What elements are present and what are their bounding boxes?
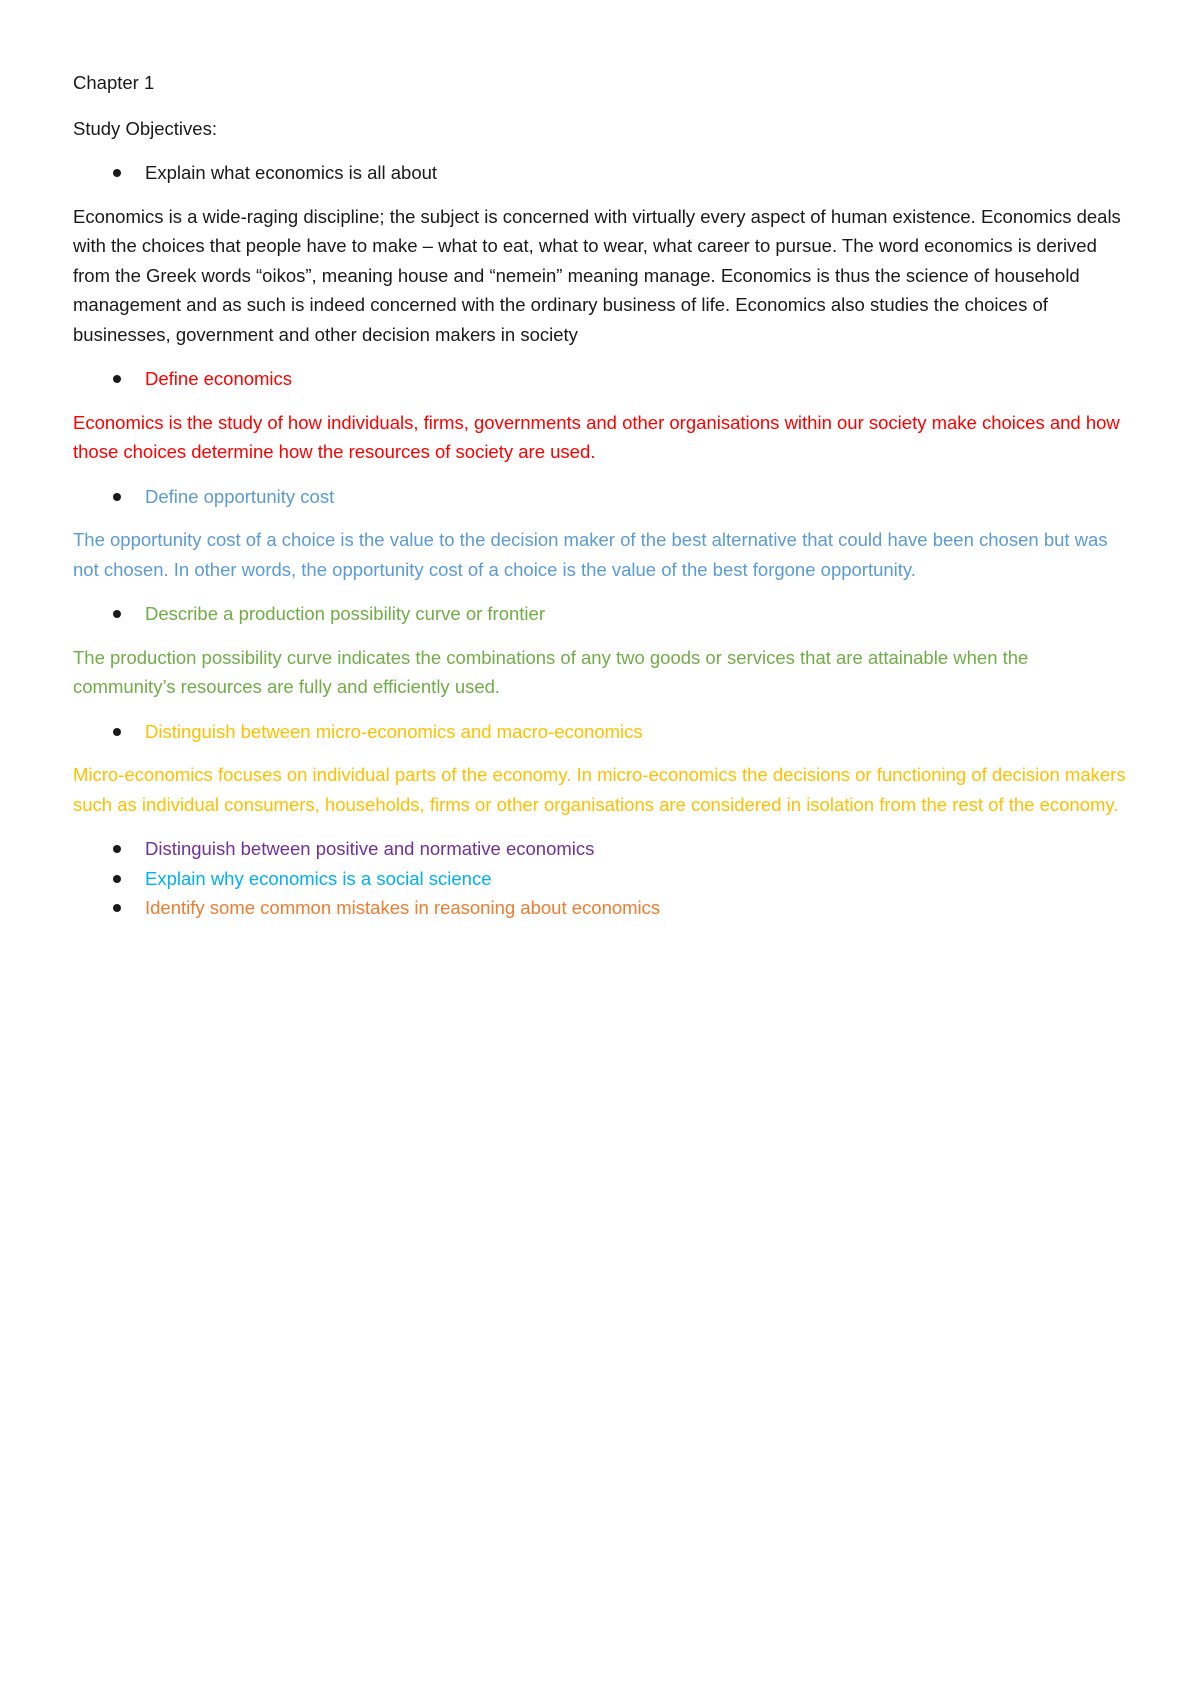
objective-bullet xyxy=(73,599,1133,629)
objective-bullet xyxy=(73,364,1133,394)
objective-text: Explain why economics is a social science xyxy=(145,867,492,889)
objective-bullet xyxy=(73,158,1133,188)
objective-text: Distinguish between positive and normative economics xyxy=(145,838,595,859)
study-objectives-heading: Study Objectives: xyxy=(73,117,217,139)
objective-list xyxy=(73,158,1133,188)
objective-text: Identify some common mistakes in reasoning about economics xyxy=(145,897,661,918)
objective-explanation: The production possibility curve indicates the combinations of any two goods or services that are attainable when the community’s resources are fully and efficiently used. xyxy=(73,646,1029,697)
objective-bullet xyxy=(73,717,1133,747)
objective-list xyxy=(73,599,1133,629)
objective-bullet xyxy=(73,482,1133,512)
final-objective-list xyxy=(73,834,1133,923)
objective-bullet xyxy=(73,893,1133,923)
objective-text: Define economics xyxy=(145,368,293,389)
bullet-dot-icon xyxy=(113,493,121,501)
objective-list xyxy=(73,717,1133,747)
objective-text: Explain what economics is all about xyxy=(145,162,438,183)
bullet-dot-icon xyxy=(113,375,121,383)
objective-bullet xyxy=(73,864,1133,894)
objective-explanation: Economics is the study of how individuals, firms, governments and other organisations within our society make choices and how those choices determine how the resources of society are used. xyxy=(73,411,1120,462)
bullet-dot-icon xyxy=(113,610,121,618)
document-page xyxy=(73,68,1133,937)
objective-list xyxy=(73,364,1133,394)
bullet-dot-icon xyxy=(113,728,121,736)
objective-bullet xyxy=(73,834,1133,864)
chapter-title: Chapter 1 xyxy=(73,72,155,93)
objective-explanation: Economics is a wide-raging discipline; the subject is concerned with virtually every aspect of human existence. Economics deals with the choices that people have to make – what to eat, what to wear, what career to pursue. The word economics is derived from the Greek words “oikos”, meaning house and “nemein” meaning manage. Economics is thus the science of household management and as such is indeed concerned with the ordinary business of life. Economics also studies the choices of businesses, government and other decision makers in society xyxy=(73,205,1121,345)
objective-text: Define opportunity cost xyxy=(145,485,335,507)
bullet-dot-icon xyxy=(113,904,121,912)
objective-text: Describe a production possibility curve or frontier xyxy=(145,603,545,624)
objective-text: Distinguish between micro-economics and macro-economics xyxy=(145,720,643,742)
bullet-dot-icon xyxy=(113,845,121,853)
objective-explanation: The opportunity cost of a choice is the value to the decision maker of the best alternative that could have been chosen but was not chosen. In other words, the opportunity cost of a choice is the value of the best forgone opportunity. xyxy=(73,529,1108,580)
bullet-dot-icon xyxy=(113,875,121,883)
objective-explanation: Micro-economics focuses on individual parts of the economy. In micro-economics the decisions or functioning of decision makers such as individual consumers, households, firms or other organisations are considered in isolation from the rest of the economy. xyxy=(73,764,1126,815)
bullet-dot-icon xyxy=(113,169,121,177)
objective-list xyxy=(73,482,1133,512)
